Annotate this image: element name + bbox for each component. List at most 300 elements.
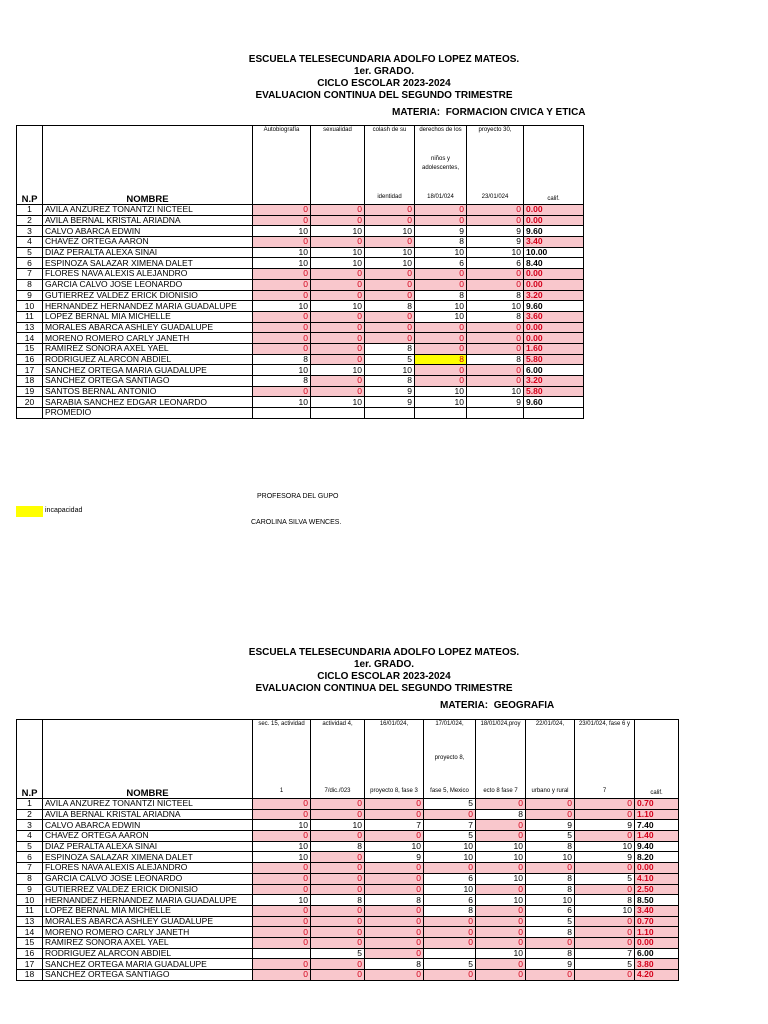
grade-cell: 10: [253, 258, 311, 269]
grade-cell: 0: [575, 884, 635, 895]
student-name: AVILA BERNAL KRISTAL ARIADNA: [43, 215, 253, 226]
grade-cell: 0: [365, 269, 415, 280]
grade-cell: 10: [253, 841, 311, 852]
table-row: [17, 927, 679, 938]
table-row: [17, 397, 584, 408]
table-row: [17, 247, 584, 258]
final-grade: 9.40: [635, 841, 679, 852]
col-header-top-text: 18/01/024,proy: [480, 721, 521, 727]
row-number: 5: [17, 841, 43, 852]
grade-cell: 7: [575, 948, 635, 959]
student-name: RAMIREZ SONORA AXEL YAEL: [43, 937, 253, 948]
grade-cell: 9: [365, 397, 415, 408]
grade-cell: 10: [253, 820, 311, 831]
grade-cell: 0: [476, 937, 526, 948]
table-row: [17, 841, 679, 852]
col-header-bot-text: fase 5, Mexico: [430, 788, 469, 794]
grade-cell: 0: [365, 916, 424, 927]
grade-cell: 0: [575, 799, 635, 810]
row-number: 2: [17, 809, 43, 820]
table-row: [17, 290, 584, 301]
grade-cell: 0: [253, 322, 311, 333]
promedio-label: PROMEDIO: [43, 408, 253, 419]
grade-cell: 9: [365, 852, 424, 863]
grade-cell: 0: [575, 831, 635, 842]
final-grade: 3.60: [524, 311, 584, 322]
grade-cell: 0: [253, 831, 311, 842]
teacher-name: CAROLINA SILVA WENCES.: [251, 519, 342, 526]
grade-cell: 9: [365, 386, 415, 397]
final-grade: 4.20: [635, 970, 679, 981]
grade-cell: 0: [365, 333, 415, 344]
grade-cell: 6: [526, 905, 575, 916]
grade-cell: 0: [311, 215, 365, 226]
col-header-activity: [476, 720, 526, 799]
row-number: 7: [17, 269, 43, 280]
grade-cell: 9: [575, 852, 635, 863]
grade-cell: 10: [424, 841, 476, 852]
student-name: GARCIA CALVO JOSE LEONARDO: [43, 279, 253, 290]
col-header-activity: [467, 126, 524, 205]
grade-cell: 0: [476, 927, 526, 938]
s2-materia: MATERIA: GEOGRAFIA: [440, 700, 555, 711]
grade-cell: 0: [311, 799, 365, 810]
grade-cell: 10: [467, 247, 524, 258]
final-grade: 2.50: [635, 884, 679, 895]
final-grade: 1.60: [524, 343, 584, 354]
col-header-bot-text: 18/01/024: [427, 194, 454, 200]
s2-grades-table: [16, 719, 679, 981]
grade-cell: 8: [415, 290, 467, 301]
grade-cell: 0: [253, 863, 311, 874]
final-grade: 9.60: [524, 301, 584, 312]
student-name: SANTOS BERNAL ANTONIO: [43, 386, 253, 397]
grade-cell: 0: [311, 311, 365, 322]
grade-cell: 0: [575, 863, 635, 874]
col-header-top-text: actividad 4,: [322, 721, 353, 727]
col-header-bot-text: proyecto 8, fase 3: [370, 788, 418, 794]
grade-cell: 10: [476, 895, 526, 906]
final-grade: 1.10: [635, 809, 679, 820]
final-grade: 8.50: [635, 895, 679, 906]
table-row: [17, 311, 584, 322]
student-name: DIAZ PERALTA ALEXA SINAI: [43, 247, 253, 258]
grade-cell: 0: [253, 809, 311, 820]
student-name: CHAVEZ ORTEGA AARON: [43, 831, 253, 842]
row-number: 4: [17, 237, 43, 248]
student-name: MORENO ROMERO CARLY JANETH: [43, 333, 253, 344]
row-number: 16: [17, 354, 43, 365]
col-header-top-text: 22/01/024,: [535, 721, 565, 727]
grade-cell: 10: [311, 247, 365, 258]
col-header-bot-text: identidad: [377, 194, 402, 200]
grade-cell: 0: [311, 905, 365, 916]
grade-cell: 5: [526, 916, 575, 927]
final-grade: 9.60: [524, 397, 584, 408]
table-row: [17, 376, 584, 387]
s2-eval-title: EVALUACION CONTINUA DEL SEGUNDO TRIMESTRE: [255, 683, 513, 694]
table-row: [17, 301, 584, 312]
grade-cell: 0: [424, 927, 476, 938]
grade-cell: 5: [575, 873, 635, 884]
row-number: 10: [17, 895, 43, 906]
grade-cell: 10: [575, 841, 635, 852]
grade-cell: 9: [575, 820, 635, 831]
table-row: [17, 365, 584, 376]
col-header-activity: [526, 720, 575, 799]
student-name: AVILA ANZUREZ TONANTZI NICTEEL: [43, 799, 253, 810]
table-row: [17, 895, 679, 906]
grade-cell: 0: [311, 937, 365, 948]
grade-cell: 0: [415, 376, 467, 387]
grade-cell: 0: [365, 322, 415, 333]
student-name: GUTIERREZ VALDEZ ERICK DIONISIO: [43, 884, 253, 895]
grade-cell: 0: [476, 884, 526, 895]
promedio-np: [17, 408, 43, 419]
grade-cell: 10: [476, 852, 526, 863]
table-row: [17, 205, 584, 216]
grade-cell: 0: [526, 970, 575, 981]
grade-cell: 0: [467, 215, 524, 226]
grade-cell: 0: [424, 809, 476, 820]
final-grade: 6.00: [524, 365, 584, 376]
grade-cell: 0: [467, 279, 524, 290]
promedio-cell: [524, 408, 584, 419]
table-row: [17, 959, 679, 970]
table-row: [17, 820, 679, 831]
grade-cell: 0: [365, 290, 415, 301]
s2-grade: 1er. GRADO.: [353, 659, 415, 670]
grade-cell: 0: [365, 831, 424, 842]
s1-grades-table: [16, 125, 584, 419]
s1-materia: MATERIA: FORMACION CIVICA Y ETICA: [392, 107, 586, 118]
table-row: [17, 809, 679, 820]
col-header-np: N.P: [17, 126, 43, 205]
row-number: 1: [17, 799, 43, 810]
grade-cell: 0: [253, 937, 311, 948]
grade-cell: 10: [526, 852, 575, 863]
grade-cell: 0: [467, 269, 524, 280]
grade-cell: 8: [526, 841, 575, 852]
grade-cell: 0: [415, 279, 467, 290]
grade-cell: 0: [311, 269, 365, 280]
table-row: [17, 905, 679, 916]
student-name: CALVO ABARCA EDWIN: [43, 820, 253, 831]
student-name: SANCHEZ ORTEGA MARIA GUADALUPE: [43, 959, 253, 970]
final-grade: 3.20: [524, 290, 584, 301]
promedio-cell: [415, 408, 467, 419]
grade-cell: 0: [476, 959, 526, 970]
grade-cell: 5: [575, 959, 635, 970]
grade-cell: 0: [424, 970, 476, 981]
grade-cell: 0: [311, 970, 365, 981]
header-row: [17, 126, 584, 205]
grade-cell: 0: [253, 959, 311, 970]
col-header-activity: [365, 126, 415, 205]
col-header-activity: [424, 720, 476, 799]
grade-cell: 0: [365, 884, 424, 895]
grade-cell: 0: [424, 916, 476, 927]
grade-cell: 0: [311, 884, 365, 895]
final-grade: 9.60: [524, 226, 584, 237]
student-name: SARABIA SANCHEZ EDGAR LEONARDO: [43, 397, 253, 408]
final-grade: 0.00: [635, 937, 679, 948]
grade-cell: 10: [253, 301, 311, 312]
row-number: 6: [17, 852, 43, 863]
row-number: 9: [17, 290, 43, 301]
grade-cell: 0: [311, 852, 365, 863]
student-name: ESPINOZA SALAZAR XIMENA DALET: [43, 258, 253, 269]
grade-cell: 0: [467, 205, 524, 216]
grade-cell: 10: [476, 948, 526, 959]
col-header-activity: [253, 126, 311, 205]
grade-cell: 8: [526, 873, 575, 884]
col-header-bot-text: ecto 8 fase 7: [483, 788, 518, 794]
student-name: SANCHEZ ORTEGA SANTIAGO: [43, 970, 253, 981]
final-grade: 7.40: [635, 820, 679, 831]
grade-cell: 0: [415, 322, 467, 333]
grade-cell: 8: [424, 905, 476, 916]
grade-cell: 10: [253, 397, 311, 408]
grade-cell: 10: [415, 311, 467, 322]
col-header-mid-text: niños y adolescentes,: [421, 156, 460, 171]
final-grade: 10.00: [524, 247, 584, 258]
table-row: [17, 831, 679, 842]
grade-cell: 0: [365, 970, 424, 981]
col-header-activity: [575, 720, 635, 799]
row-number: 3: [17, 820, 43, 831]
header-row: [17, 720, 679, 799]
grade-cell: 8: [467, 290, 524, 301]
grade-cell: 0: [253, 905, 311, 916]
final-grade: 5.80: [524, 354, 584, 365]
grade-cell: 0: [365, 873, 424, 884]
grade-cell: 0: [476, 970, 526, 981]
student-name: HERNANDEZ HERNANDEZ MARIA GUADALUPE: [43, 301, 253, 312]
col-header-top-text: 16/01/024,: [379, 721, 409, 727]
incapacidad-swatch: [16, 506, 43, 517]
grade-cell: 0: [415, 333, 467, 344]
grade-cell: 10: [365, 247, 415, 258]
row-number: 15: [17, 937, 43, 948]
grade-cell: 0: [575, 916, 635, 927]
row-number: 15: [17, 343, 43, 354]
grade-cell: 10: [253, 852, 311, 863]
final-grade: 0.00: [524, 279, 584, 290]
final-grade: 0.00: [524, 269, 584, 280]
grade-cell: 0: [365, 311, 415, 322]
student-name: LOPEZ BERNAL MIA MICHELLE: [43, 311, 253, 322]
grade-cell: 0: [365, 799, 424, 810]
grade-cell: 0: [253, 237, 311, 248]
s2-cycle: CICLO ESCOLAR 2023-2024: [317, 671, 451, 682]
s1-eval-title: EVALUACION CONTINUA DEL SEGUNDO TRIMESTRE: [255, 90, 513, 101]
grade-cell: 0: [311, 237, 365, 248]
grade-cell: 0: [311, 354, 365, 365]
row-number: 18: [17, 376, 43, 387]
grade-cell: 0: [253, 333, 311, 344]
promedio-cell: [467, 408, 524, 419]
row-number: 1: [17, 205, 43, 216]
grade-cell: 0: [253, 343, 311, 354]
grade-cell: 9: [467, 226, 524, 237]
row-number: 14: [17, 333, 43, 344]
grade-cell: 0: [311, 290, 365, 301]
col-header-bot-text: 7/dic./023: [324, 788, 351, 794]
row-number: 19: [17, 386, 43, 397]
student-name: DIAZ PERALTA ALEXA SINAI: [43, 841, 253, 852]
final-grade: 3.40: [635, 905, 679, 916]
grade-cell: 10: [365, 226, 415, 237]
grade-cell: 10: [311, 258, 365, 269]
table-row: [17, 884, 679, 895]
grade-cell: 0: [253, 916, 311, 927]
grade-cell: 8: [365, 895, 424, 906]
final-grade: 0.00: [635, 863, 679, 874]
grade-cell: 0: [575, 809, 635, 820]
grade-cell: 0: [476, 820, 526, 831]
grade-cell: 10: [253, 895, 311, 906]
grade-cell: 9: [526, 820, 575, 831]
table-row: [17, 215, 584, 226]
grade-cell: 0: [365, 809, 424, 820]
final-grade: 3.80: [635, 959, 679, 970]
grade-cell: 8: [365, 343, 415, 354]
student-name: ESPINOZA SALAZAR XIMENA DALET: [43, 852, 253, 863]
table-row: [17, 948, 679, 959]
grade-cell: 0: [575, 970, 635, 981]
grade-cell: 0: [311, 809, 365, 820]
row-number: 13: [17, 916, 43, 927]
s1-grade: 1er. GRADO.: [353, 66, 415, 77]
col-header-bot-text: urbano y rural: [531, 788, 569, 794]
table-row: [17, 354, 584, 365]
final-grade: 0.70: [635, 799, 679, 810]
grade-cell: 10: [311, 397, 365, 408]
grade-cell: 8: [526, 884, 575, 895]
col-header-top-text: sexualidad: [323, 127, 352, 133]
col-header-nombre: NOMBRE: [43, 720, 253, 799]
student-name: MORENO ROMERO CARLY JANETH: [43, 927, 253, 938]
student-name: LOPEZ BERNAL MIA MICHELLE: [43, 905, 253, 916]
table-row: [17, 937, 679, 948]
col-header-top-text: sec. 15, actividad: [258, 721, 305, 727]
col-header-top-text: Autobiografía: [263, 127, 300, 133]
grade-cell: 0: [365, 937, 424, 948]
row-number: 9: [17, 884, 43, 895]
grade-cell: 0: [526, 863, 575, 874]
grade-cell: 0: [253, 970, 311, 981]
grade-cell: 0: [253, 205, 311, 216]
final-grade: 0.00: [524, 333, 584, 344]
grade-cell: 0: [253, 269, 311, 280]
grade-cell: 0: [311, 343, 365, 354]
grade-cell: 0: [311, 322, 365, 333]
final-grade: 3.20: [524, 376, 584, 387]
row-number: 11: [17, 311, 43, 322]
grade-cell: 0: [415, 269, 467, 280]
grade-cell: 10: [253, 247, 311, 258]
student-name: RAMIREZ SONORA AXEL YAEL: [43, 343, 253, 354]
grade-cell: 10: [415, 397, 467, 408]
row-number: 8: [17, 279, 43, 290]
final-grade: 5.80: [524, 386, 584, 397]
grade-cell: 0: [575, 937, 635, 948]
grade-cell: 0: [467, 343, 524, 354]
grade-cell: 8: [415, 237, 467, 248]
table-row: [17, 258, 584, 269]
grade-cell: 10: [365, 365, 415, 376]
student-name: HERNANDEZ HERNANDEZ MARIA GUADALUPE: [43, 895, 253, 906]
grade-cell: 9: [467, 237, 524, 248]
table-row: [17, 279, 584, 290]
grade-cell: 10: [415, 301, 467, 312]
col-header-activity: [253, 720, 311, 799]
student-name: FLORES NAVA ALEXIS ALEJANDRO: [43, 863, 253, 874]
grade-cell: 6: [424, 873, 476, 884]
grade-cell: 0: [476, 831, 526, 842]
grade-cell: 5: [424, 959, 476, 970]
row-number: 11: [17, 905, 43, 916]
grade-cell: 10: [365, 258, 415, 269]
final-grade: 6.00: [635, 948, 679, 959]
grade-cell: 10: [476, 841, 526, 852]
table-row: [17, 863, 679, 874]
table-row: [17, 916, 679, 927]
grade-cell: 0: [467, 322, 524, 333]
grade-cell: 0: [467, 365, 524, 376]
grade-cell: 0: [253, 311, 311, 322]
grade-cell: 8: [311, 895, 365, 906]
grade-cell: [253, 948, 311, 959]
grade-cell: 5: [526, 831, 575, 842]
grade-cell: 10: [424, 852, 476, 863]
grade-cell: 0: [476, 905, 526, 916]
row-number: 4: [17, 831, 43, 842]
col-header-top-text: 23/01/024, fase 6 y: [578, 721, 631, 727]
grade-cell: 0: [415, 365, 467, 376]
student-name: AVILA BERNAL KRISTAL ARIADNA: [43, 809, 253, 820]
grade-cell: 0: [311, 333, 365, 344]
grade-cell: 6: [467, 258, 524, 269]
row-number: 10: [17, 301, 43, 312]
row-number: 7: [17, 863, 43, 874]
col-header-nombre: NOMBRE: [43, 126, 253, 205]
grade-cell: 10: [253, 226, 311, 237]
grade-cell: 8: [253, 354, 311, 365]
table-row: [17, 237, 584, 248]
grade-cell: 0: [311, 831, 365, 842]
s1-cycle: CICLO ESCOLAR 2023-2024: [317, 78, 451, 89]
student-name: CALVO ABARCA EDWIN: [43, 226, 253, 237]
grade-cell: [424, 948, 476, 959]
table-row: [17, 386, 584, 397]
grade-cell: 10: [311, 820, 365, 831]
col-header-top-text: proyecto 30,: [478, 127, 512, 133]
final-grade: 0.70: [635, 916, 679, 927]
col-header-top-text: 17/01/024,: [435, 721, 464, 727]
grade-cell: 0: [253, 290, 311, 301]
student-name: RODRIGUEZ ALARCON ABDIEL: [43, 354, 253, 365]
grade-cell: 0: [526, 799, 575, 810]
grade-cell: 10: [311, 301, 365, 312]
student-name: MORALES ABARCA ASHLEY GUADALUPE: [43, 916, 253, 927]
grade-cell: 8: [476, 809, 526, 820]
table-row: [17, 970, 679, 981]
grade-cell: 10: [253, 365, 311, 376]
grade-cell: 9: [526, 959, 575, 970]
row-number: 16: [17, 948, 43, 959]
